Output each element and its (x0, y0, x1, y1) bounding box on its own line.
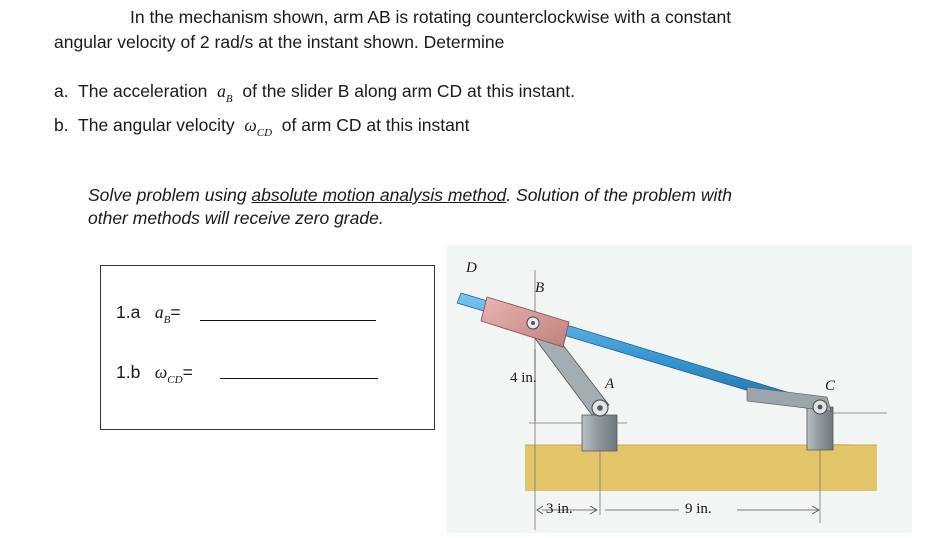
answer-b-blank[interactable] (220, 378, 378, 379)
item-b-subscript: CD (256, 127, 273, 139)
answer-a-equals: = (170, 302, 181, 322)
label-c: C (825, 378, 836, 394)
answer-b-subscript: CD (167, 374, 183, 386)
support-a (582, 415, 617, 451)
problem-line-2: angular velocity of 2 rad/s at the instant shown. Determine (54, 32, 505, 52)
instruction-pre: Solve problem using (88, 185, 252, 205)
pin-a-center (597, 405, 603, 411)
pin-c-center (818, 405, 823, 410)
dimension-3in-label: 3 in. (546, 501, 573, 517)
answer-b (116, 361, 193, 386)
item-b (54, 114, 469, 139)
answer-box (100, 265, 435, 430)
item-b-marker: b. (54, 115, 69, 135)
pin-b-center (531, 321, 535, 325)
answer-b-equals: = (182, 362, 193, 382)
ground (525, 444, 877, 491)
answer-a-blank[interactable] (200, 320, 376, 321)
dimension-4in-label: 4 in. (510, 370, 537, 386)
item-a-marker: a. (54, 81, 69, 101)
instruction-line-1 (88, 184, 732, 206)
instruction-method: absolute motion analysis method (251, 185, 507, 205)
item-b-symbol: ω (244, 115, 257, 135)
item-a-subscript: B (225, 93, 233, 105)
answer-a-symbol: a (154, 302, 164, 322)
mechanism-drawing (447, 245, 912, 533)
answer-a-subscript: B (163, 314, 171, 326)
item-a (54, 80, 575, 105)
label-b: B (535, 280, 545, 296)
item-a-post: of the slider B along arm CD at this instant. (242, 81, 576, 101)
answer-b-label: 1.b (116, 362, 141, 382)
answer-a (116, 301, 181, 326)
label-d: D (466, 260, 477, 276)
answer-b-symbol: ω (154, 362, 168, 382)
answer-a-label: 1.a (116, 302, 141, 322)
problem-line-1: In the mechanism shown, arm AB is rotating counterclockwise with a constant (130, 7, 732, 27)
instruction-line-2: other methods will receive zero grade. (88, 208, 384, 228)
mechanism-figure (447, 245, 912, 533)
dimension-9in-label: 9 in. (685, 501, 712, 517)
item-b-post: of arm CD at this instant (281, 115, 470, 135)
label-a: A (605, 376, 615, 392)
item-a-pre: The acceleration (78, 81, 208, 101)
item-b-pre: The angular velocity (78, 115, 235, 135)
item-a-symbol: a (217, 81, 226, 101)
instruction-post: . Solution of the problem with (506, 185, 732, 205)
slider-b (481, 297, 569, 347)
